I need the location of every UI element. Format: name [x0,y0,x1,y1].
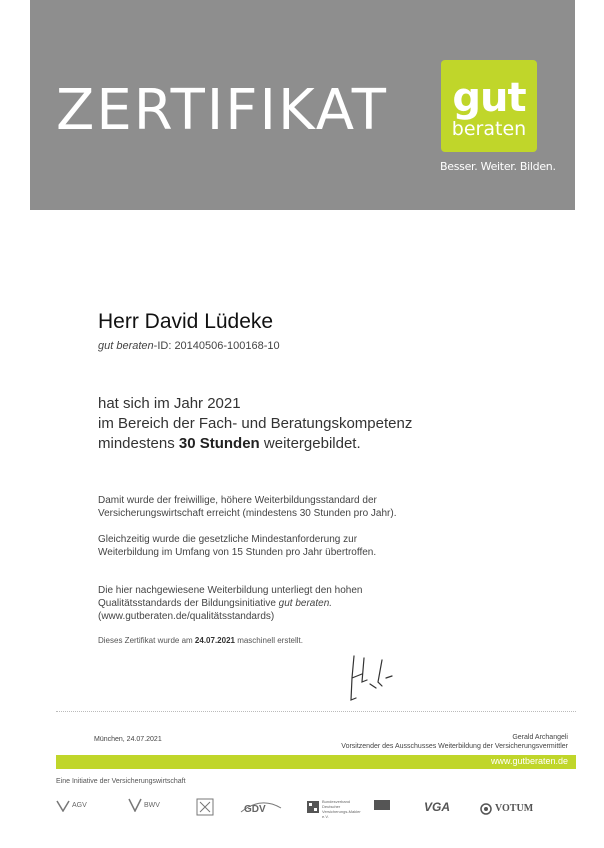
recipient-id-line [98,340,280,352]
vga-logo [424,796,464,822]
signer-name: Gerald Archangeli [512,734,568,741]
votum-label: VOTUM [495,803,534,814]
crest-logo [196,796,218,822]
website-bar [56,755,576,769]
paragraph-3-line-3: (www.gutberaten.de/qualitätsstandards) [98,611,275,622]
gut-beraten-logo [441,60,537,152]
certificate-header [30,0,575,210]
bwv-logo [128,796,178,822]
website-url[interactable]: www.gutberaten.de [490,756,568,766]
logo-text-gut: gut [452,75,526,121]
votum-mark-icon [480,803,492,815]
machine-generated-note [98,636,303,645]
paragraph-3-line-2 [98,597,498,610]
logo-text-beraten: beraten [451,118,527,140]
id-brand: gut beraten [98,340,154,352]
agv-label: AGV [72,802,87,809]
crest-icon [196,798,214,818]
agv-logo [56,796,102,822]
gdv-logo [238,796,286,822]
recipient-name: Herr David Lüdeke [98,310,274,333]
note-date: 24.07.2021 [194,636,235,645]
place-date: München, 24.07.2021 [94,736,162,743]
note-post: maschinell erstellt. [234,636,303,645]
sponsor-logos [56,796,576,824]
bwv-label: BWV [144,802,160,809]
statement-line-1: hat sich im Jahr 2021 [98,395,241,412]
note-pre: Dieses Zertifikat wurde am [98,636,195,645]
statement-hours: 30 Stunden [178,435,260,452]
votum-logo [480,796,546,822]
paragraph-1-line-2: Versicherungswirtschaft erreicht (mindestens 30 Stunden pro Jahr). [98,508,397,519]
signer-block [260,733,568,751]
partner-logo [374,796,410,822]
paragraph-3-line-1: Die hier nachgewiesene Weiterbildung unterliegt den hohen [98,585,363,596]
id-value: 20140506-100168-10 [174,340,280,352]
paragraph-quality [98,584,498,623]
paragraph-3-line-2-pre: Qualitätsstandards der Bildungsinitiative [98,598,279,609]
paragraph-standard [98,494,498,520]
logo-tagline: Besser. Weiter. Bilden. [440,160,556,173]
bdvm-logo [306,796,364,822]
bdvm-mark-icon [306,800,320,814]
statement-line-3 [98,434,412,454]
vga-label: VGA [424,800,451,814]
certificate-title: ZERTIFIKAT [56,78,388,143]
signer-title: Vorsitzender des Ausschusses Weiterbildung der Versicherungsvermittler [341,743,568,750]
signature-image [340,648,410,708]
partner-mark-icon [374,798,390,812]
agv-mark-icon [56,800,70,812]
statement-line-3-post: weitergebildet. [259,435,361,452]
initiative-label: Eine Initiative der Versicherungswirtschaft [56,778,186,785]
signature-divider [56,711,576,712]
paragraph-3-brand: gut beraten. [278,598,333,609]
gdv-label: GDV [244,804,266,815]
paragraph-legal [98,533,498,559]
paragraph-1-line-1: Damit wurde der freiwillige, höhere Weiterbildungsstandard der [98,495,377,506]
statement-line-2: im Bereich der Fach- und Beratungskompetenz [98,415,413,432]
bwv-mark-icon [128,798,142,812]
paragraph-2-line-2: Weiterbildung im Umfang von 15 Stunden pro Jahr übertroffen. [98,547,377,558]
statement-line-3-pre: mindestens [98,435,179,452]
bdvm-label: Bundesverband Deutscher Versicherungs-Makler e.V. [322,799,361,819]
main-statement [98,394,412,454]
id-label: -ID: [153,340,175,352]
paragraph-2-line-1: Gleichzeitig wurde die gesetzliche Mindestanforderung zur [98,534,358,545]
